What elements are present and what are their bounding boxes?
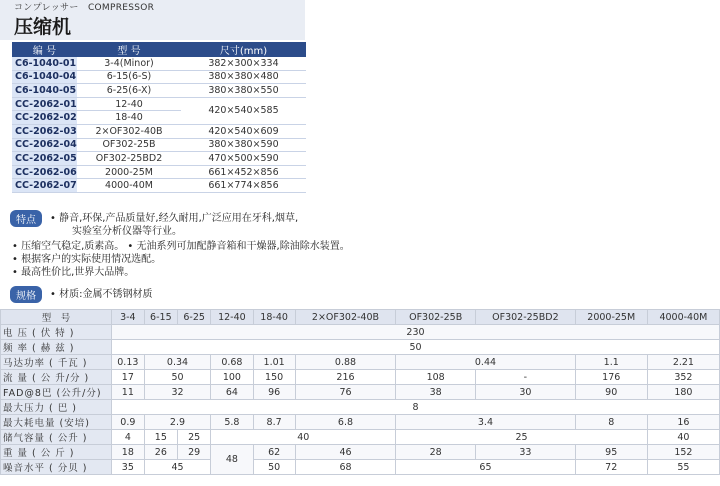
value-cell: 2.9	[144, 415, 211, 430]
value-cell: 108	[396, 370, 476, 385]
table-row	[12, 84, 306, 98]
value-cell: 95	[575, 445, 647, 460]
spec-table	[0, 309, 720, 475]
model-cell: OF302-25B	[77, 138, 181, 152]
value-cell: 100	[211, 370, 253, 385]
feature-line: • 静音,环保,产品质量好,经久耐用,广泛应用在牙科,烟草,	[50, 213, 299, 224]
size-cell: 661×452×856	[181, 165, 306, 179]
value-cell: 25	[396, 430, 648, 445]
table-row	[1, 460, 720, 475]
value-cell: 48	[211, 445, 253, 475]
value-cell: 0.34	[144, 355, 211, 370]
table-row	[1, 325, 720, 340]
code-cell: C6-1040-05	[12, 84, 77, 98]
col-header: OF302-25B	[396, 310, 476, 325]
code-cell: CC-2062-07	[12, 179, 77, 193]
value-cell: 40	[647, 430, 719, 445]
header-subtitle: コンプレッサー COMPRESSOR	[14, 3, 155, 13]
value-cell: 50	[253, 460, 295, 475]
code-cell: CC-2062-02	[12, 111, 77, 125]
value-cell: 3.4	[396, 415, 575, 430]
value-cell: 180	[647, 385, 719, 400]
model-cell: 3-4(Minor)	[77, 57, 181, 70]
code-cell: C6-1040-01	[12, 57, 77, 70]
row-label: 频 率 ( 赫 兹 )	[1, 340, 112, 355]
table-row	[12, 138, 306, 152]
value-cell: 1.01	[253, 355, 295, 370]
model-cell: 4000-40M	[77, 179, 181, 193]
code-cell: CC-2062-04	[12, 138, 77, 152]
size-cell: 380×380×550	[181, 84, 306, 98]
model-size-table	[12, 42, 306, 193]
table-row	[12, 179, 306, 193]
spec-line: • 材质:金属不锈钢材质	[50, 289, 153, 300]
features-badge: 特点	[10, 210, 42, 227]
feature-line: • 根据客户的实际使用情况选配。	[12, 254, 162, 265]
table-row	[1, 340, 720, 355]
model-cell: 6-25(6-X)	[77, 84, 181, 98]
value-cell: 35	[112, 460, 145, 475]
value-cell: 62	[253, 445, 295, 460]
table-row	[12, 124, 306, 138]
table-row	[1, 415, 720, 430]
table-row	[12, 152, 306, 166]
value-cell: 65	[396, 460, 575, 475]
value-cell: 352	[647, 370, 719, 385]
value-cell: 55	[647, 460, 719, 475]
model-cell: 6-15(6-S)	[77, 70, 181, 84]
table-row	[12, 97, 306, 111]
value-cell: 230	[112, 325, 720, 340]
value-cell: 0.9	[112, 415, 145, 430]
model-cell: 12-40	[77, 97, 181, 111]
col-header: 2000-25M	[575, 310, 647, 325]
value-cell: 0.13	[112, 355, 145, 370]
value-cell: 33	[476, 445, 576, 460]
value-cell: 76	[295, 385, 396, 400]
value-cell: 216	[295, 370, 396, 385]
value-cell: 32	[144, 385, 211, 400]
value-cell: 40	[211, 430, 396, 445]
row-label: 最大压力 ( 巴 )	[1, 400, 112, 415]
value-cell: 2.21	[647, 355, 719, 370]
col-header: 18-40	[253, 310, 295, 325]
code-cell: C6-1040-04	[12, 70, 77, 84]
value-cell: 8	[112, 400, 720, 415]
feature-line: 实验室分析仪器等行业。	[72, 226, 182, 237]
value-cell: 50	[144, 370, 211, 385]
value-cell: 29	[177, 445, 210, 460]
col-header-model: 型 号	[1, 310, 112, 325]
value-cell: 16	[647, 415, 719, 430]
feature-line: • 压缩空气稳定,质素高。 • 无油系列可加配静音箱和干燥器,除油除水装置。	[12, 241, 350, 252]
row-label: 最大耗电量 (安培)	[1, 415, 112, 430]
col-header: 12-40	[211, 310, 253, 325]
value-cell: 150	[253, 370, 295, 385]
code-cell: CC-2062-05	[12, 152, 77, 166]
value-cell: 64	[211, 385, 253, 400]
value-cell: 45	[144, 460, 211, 475]
code-cell: CC-2062-03	[12, 124, 77, 138]
code-cell: CC-2062-06	[12, 165, 77, 179]
value-cell: 96	[253, 385, 295, 400]
size-cell: 420×540×609	[181, 124, 306, 138]
table-row	[1, 370, 720, 385]
model-cell: OF302-25BD2	[77, 152, 181, 166]
value-cell: 72	[575, 460, 647, 475]
value-cell: 26	[144, 445, 177, 460]
value-cell: 0.44	[396, 355, 575, 370]
value-cell: 25	[177, 430, 210, 445]
model-cell: 2000-25M	[77, 165, 181, 179]
table-row	[12, 57, 306, 70]
row-label: 流 量 ( 公 升/分 )	[1, 370, 112, 385]
model-cell: 2×OF302-40B	[77, 124, 181, 138]
value-cell: -	[476, 370, 576, 385]
value-cell: 8.7	[253, 415, 295, 430]
code-cell: CC-2062-01	[12, 97, 77, 111]
row-label: 重 量 ( 公 斤 )	[1, 445, 112, 460]
value-cell: 17	[112, 370, 145, 385]
size-cell: 661×774×856	[181, 179, 306, 193]
value-cell: 30	[476, 385, 576, 400]
table-row	[1, 400, 720, 415]
spec-header-row	[1, 310, 720, 325]
col-header: OF302-25BD2	[476, 310, 576, 325]
value-cell: 0.68	[211, 355, 253, 370]
size-cell: 380×380×480	[181, 70, 306, 84]
col-header-code: 编 号	[12, 42, 77, 57]
value-cell: 6.8	[295, 415, 396, 430]
row-label: 电 压 ( 伏 特 )	[1, 325, 112, 340]
row-label: 噪音水平 ( 分贝 )	[1, 460, 112, 475]
size-cell: 470×500×590	[181, 152, 306, 166]
model-cell: 18-40	[77, 111, 181, 125]
table-row	[1, 445, 720, 460]
value-cell: 11	[112, 385, 145, 400]
col-header: 6-15	[144, 310, 177, 325]
value-cell: 18	[112, 445, 145, 460]
table-row	[1, 430, 720, 445]
value-cell: 5.8	[211, 415, 253, 430]
table-row	[1, 385, 720, 400]
value-cell: 46	[295, 445, 396, 460]
value-cell: 176	[575, 370, 647, 385]
col-header: 4000-40M	[647, 310, 719, 325]
col-header-size: 尺寸(mm)	[181, 42, 306, 57]
value-cell: 68	[295, 460, 396, 475]
value-cell: 38	[396, 385, 476, 400]
value-cell: 0.88	[295, 355, 396, 370]
value-cell: 15	[144, 430, 177, 445]
value-cell: 1.1	[575, 355, 647, 370]
col-header-model: 型 号	[77, 42, 181, 57]
value-cell: 8	[575, 415, 647, 430]
col-header: 6-25	[177, 310, 210, 325]
row-label: 马达功率 ( 千瓦 )	[1, 355, 112, 370]
value-cell: 90	[575, 385, 647, 400]
row-label: FAD@8巴 (公升/分)	[1, 385, 112, 400]
size-cell: 380×380×590	[181, 138, 306, 152]
col-header: 3-4	[112, 310, 145, 325]
table-row	[12, 165, 306, 179]
table-row	[1, 355, 720, 370]
spec-badge: 规格	[10, 286, 42, 303]
value-cell: 4	[112, 430, 145, 445]
size-cell: 382×300×334	[181, 57, 306, 70]
size-cell: 420×540×585	[181, 97, 306, 124]
value-cell: 28	[396, 445, 476, 460]
feature-line: • 最高性价比,世界大品牌。	[12, 267, 135, 278]
value-cell: 50	[112, 340, 720, 355]
page-title: 压缩机	[14, 16, 72, 38]
col-header: 2×OF302-40B	[295, 310, 396, 325]
table-row	[12, 70, 306, 84]
value-cell: 152	[647, 445, 719, 460]
row-label: 储气容量 ( 公升 )	[1, 430, 112, 445]
